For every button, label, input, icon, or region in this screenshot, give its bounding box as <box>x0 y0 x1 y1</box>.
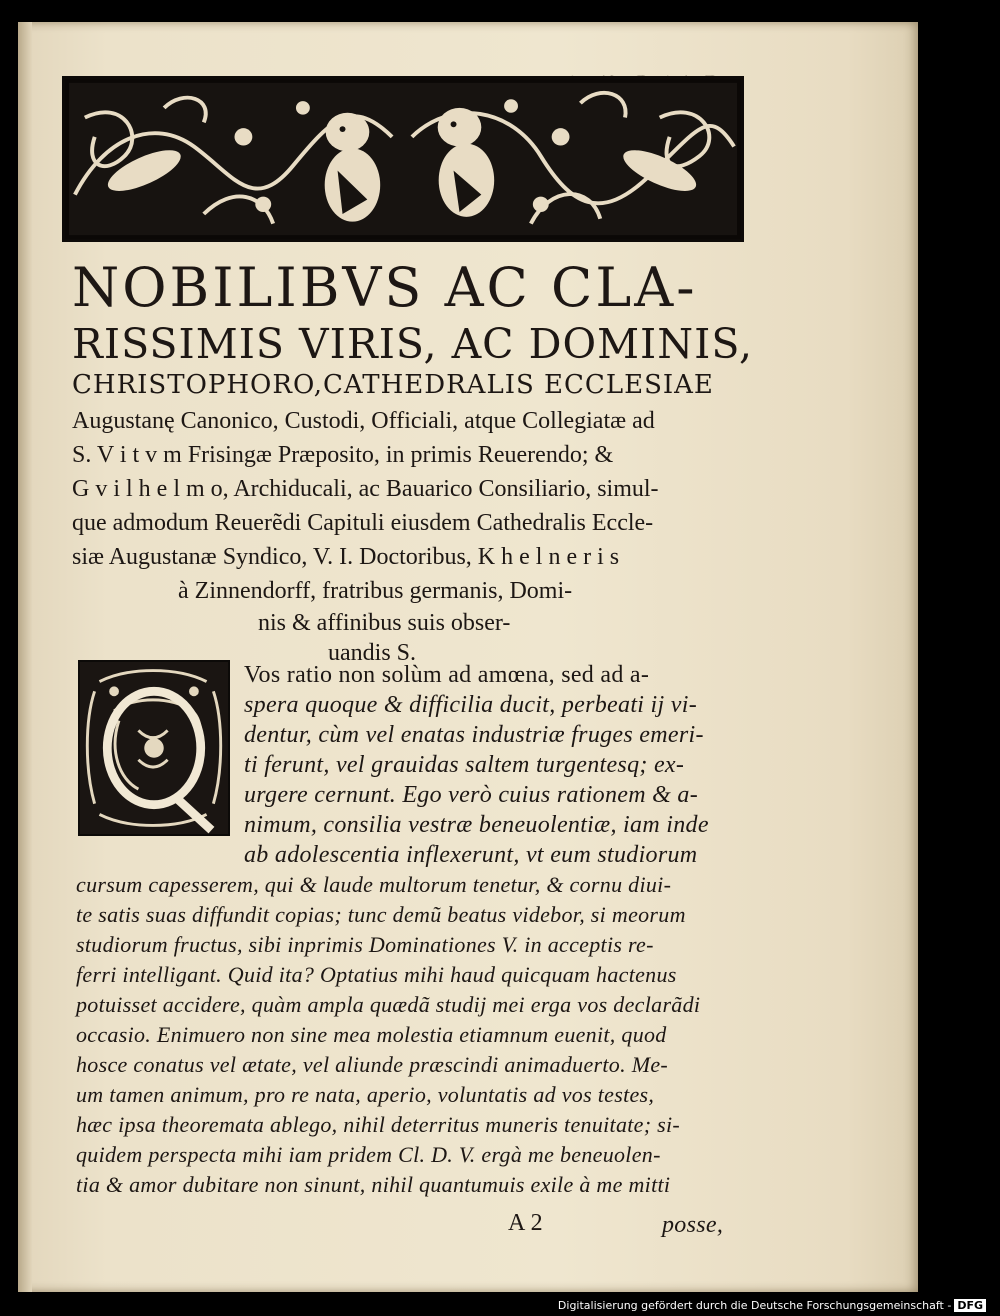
body-line-1: Vos ratio non solùm ad amœna, sed ad a- <box>244 662 650 688</box>
drop-cap <box>78 660 230 836</box>
floral-cherub-woodcut-banner-icon <box>65 79 741 239</box>
signature-mark: A 2 <box>508 1210 543 1236</box>
body-line-9: te satis suas diffundit copias; tunc demũ beatus videbor, si meorum <box>76 902 686 927</box>
dedication-line-1: Augustanę Canonico, Custodi, Officiali, atque Collegiatæ ad <box>72 408 655 434</box>
title-line-1: NOBILIBVS AC CLA- <box>72 256 698 319</box>
title-line-2: RISSIMIS VIRIS, AC DOMINIS, <box>72 320 753 368</box>
dedication-line-6: à Zinnendorff, fratribus germanis, Domi- <box>178 578 573 604</box>
dedication-line-3: G v i l h e l m o, Archiducali, ac Bauarico Consiliario, simul- <box>72 476 659 502</box>
body-line-15: um tamen animum, pro re nata, aperio, voluntatis ad vos testes, <box>76 1082 655 1107</box>
dedication-line-4: que admodum Reuerẽdi Capituli eiusdem Cathedralis Eccle- <box>72 510 654 536</box>
ornate-initial-q-icon <box>80 662 228 834</box>
title-line-3: CHRISTOPHORO,CATHEDRALIS ECCLESIAE <box>72 370 714 400</box>
body-line-2: spera quoque & difficilia ducit, perbeati ij vi- <box>244 692 697 718</box>
body-line-7: ab adolescentia inflexerunt, vt eum studiorum <box>244 842 698 868</box>
body-line-16: hæc ipsa theoremata ablego, nihil deterritus muneris tenuitate; si- <box>76 1112 681 1137</box>
woodcut-banner <box>62 76 744 242</box>
dedication-line-8: uandis S. <box>328 640 417 666</box>
body-line-17: quidem perspecta mihi iam pridem Cl. D. V. ergà me beneuolen- <box>76 1142 661 1167</box>
catchword: posse, <box>662 1212 724 1238</box>
dedication-line-5: siæ Augustanæ Syndico, V. I. Doctoribus, K h e l n e r i s <box>72 544 620 570</box>
body-line-13: occasio. Enimuero non sine mea molestia etiamnum euenit, quod <box>76 1022 667 1047</box>
body-line-4: ti ferunt, vel grauidas saltem turgentesq; ex- <box>244 752 685 778</box>
body-line-5: urgere cernunt. Ego verò cuius rationem & a- <box>244 782 699 808</box>
footer-credit <box>558 1299 986 1312</box>
body-line-8: cursum capesserem, qui & laude multorum tenetur, & cornu diui- <box>76 872 672 897</box>
body-line-12: potuisset accidere, quàm ampla quædã studij mei erga vos declarãdi <box>76 992 701 1017</box>
dedication-line-7: nis & affinibus suis obser- <box>258 610 511 636</box>
page-gutter <box>18 22 32 1292</box>
dfg-logo-icon: DFG <box>954 1299 986 1312</box>
body-line-11: ferri intelligant. Quid ita? Optatius mihi haud quicquam hactenus <box>76 962 677 987</box>
body-line-3: dentur, cùm vel enatas industriæ fruges emeri- <box>244 722 704 748</box>
body-line-14: hosce conatus vel ætate, vel aliunde præscindi animaduerto. Me- <box>76 1052 669 1077</box>
body-line-18: tia & amor dubitare non sinunt, nihil quantumuis exile à me mitti <box>76 1172 671 1197</box>
body-line-10: studiorum fructus, sibi inprimis Dominationes V. in acceptis re- <box>76 932 654 957</box>
dedication-line-2: S. V i t v m Frisingæ Præposito, in primis Reuerendo; & <box>72 442 614 468</box>
footer-text: Digitalisierung gefördert durch die Deutsche Forschungsgemeinschaft - <box>557 1299 952 1312</box>
body-line-6: nimum, consilia vestræ beneuolentiæ, iam inde <box>244 812 709 838</box>
